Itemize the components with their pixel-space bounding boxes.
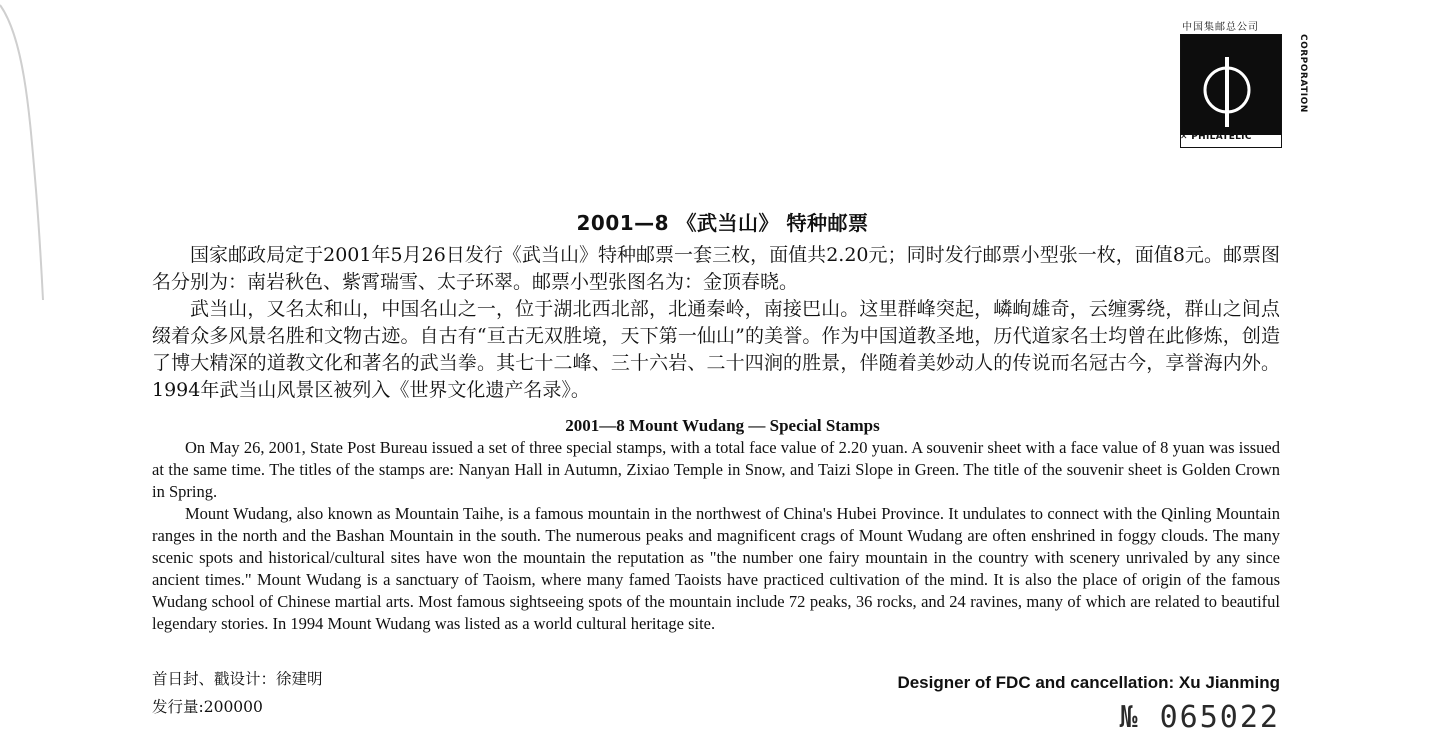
designer-credit-chinese: 首日封、戳设计：徐建明 [152, 670, 323, 688]
chinese-paragraph-1: 国家邮政局定于2001年5月26日发行《武当山》特种邮票一套三枚，面值共2.20元；同时发行邮票小型张一枚，面值8元。邮票图名分别为：南岩秋色、紫霄瑞雪、太子环翠。邮票小型张图名为：金顶春晓。 [152, 244, 1280, 293]
chinese-title: 2001—8 《武当山》 特种邮票 [576, 211, 869, 235]
chinese-body [152, 242, 1280, 404]
english-paragraph-1: On May 26, 2001, State Post Bureau issued a set of three special stamps, with a total face value of 2.20 yuan. A souvenir sheet with a face value of 8 yuan was issued at the same time. The titles of the stamps are: Nanyan Hall in Autumn, Zixiao Temple in Snow, and Taizi Slope in Green. The title of the souvenir sheet is Golden Crown in Spring. [152, 438, 1280, 501]
logo-corporation-text: CORPORATION [1298, 34, 1308, 113]
logo-emblem-icon [1181, 35, 1281, 147]
philatelic-logo [1180, 18, 1310, 148]
serial-number: № 065022 [1119, 700, 1280, 735]
chinese-paragraph-2: 武当山，又名太和山，中国名山之一，位于湖北西北部，北通秦岭，南接巴山。这里群峰突起，嶙峋雄奇，云缠雾绕，群山之间点缀着众多风景名胜和文物古迹。自古有“亘古无双胜境，天下第一仙山”的美誉。作为中国道教圣地，历代道家名士均曾在此修炼，创造了博大精深的道教文化和著名的武当拳。其七十二峰、三十六岩、二十四涧的胜景，伴随着美妙动人的传说而名冠古今，享誉海内外。1994年武当山风景区被列入《世界文化遗产名录》。 [152, 298, 1280, 401]
english-body [152, 437, 1280, 635]
issue-quantity-chinese: 发行量:200000 [152, 698, 263, 716]
english-paragraph-2: Mount Wudang, also known as Mountain Taihe, is a famous mountain in the northwest of China's Hubei Province. It undulates to connect with the Qinling Mountain ranges in the north and the Bashan Mountain in the south. The numerous peaks and magnificent crags of Mount Wudang are often enshrined in foggy clouds. The many scenic spots and historical/cultural sites have won the mountain the reputation as "the number one fairy mountain in the country with scenery unrivaled by any since ancient times." Mount Wudang is a sanctuary of Taoism, where many famed Taoists have practiced cultivation of the mind. It is also the place of origin of the famous Wudang school of Chinese martial arts. Most famous sightseeing spots of the mountain include 72 peaks, 36 rocks, and 24 ravines, many of which are related to beautiful legendary stories. In 1994 Mount Wudang was listed as a world cultural heritage site. [152, 504, 1280, 633]
logo-emblem-box [1180, 34, 1282, 148]
logo-philatelic-text [1180, 132, 1310, 142]
logo-chinese-name: 中国集邮总公司 [1182, 22, 1259, 33]
designer-credit-english: Designer of FDC and cancellation: Xu Jianming [897, 673, 1280, 692]
cross-icon: ✕ [1180, 132, 1188, 142]
logo-bottom-label: PHILATELIC [1191, 132, 1252, 142]
english-title: 2001—8 Mount Wudang — Special Stamps [565, 416, 880, 435]
